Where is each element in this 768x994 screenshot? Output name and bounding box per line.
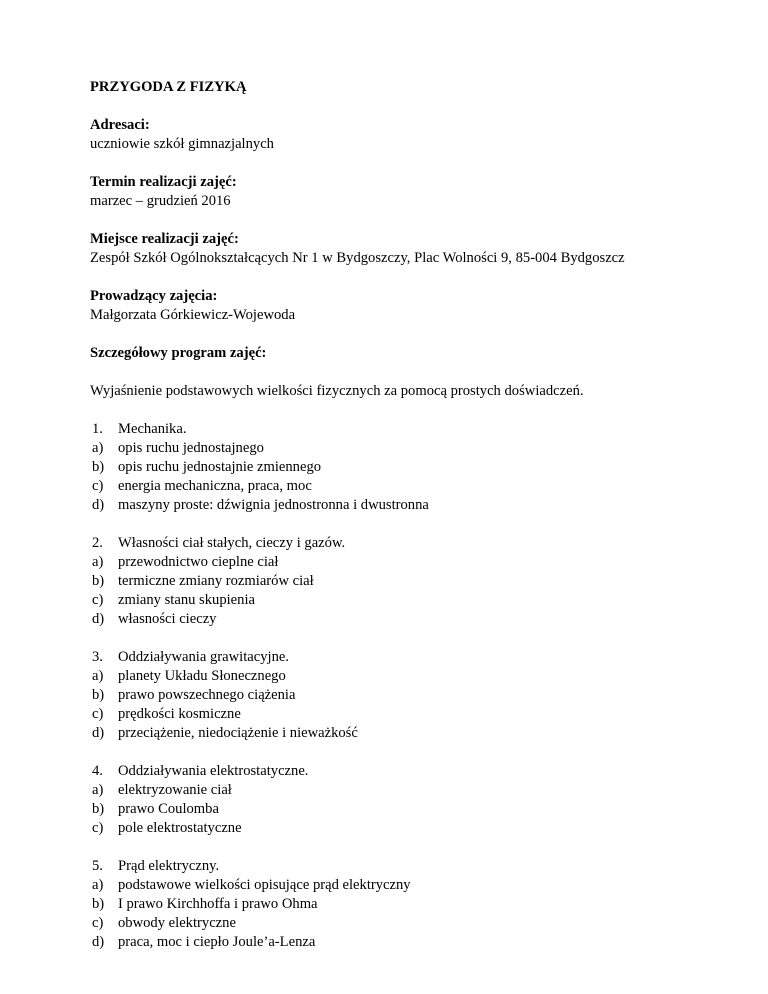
list-item-marker: c)	[92, 820, 104, 836]
section-title: Oddziaływania elektrostatyczne.	[118, 763, 309, 779]
program-section	[92, 857, 730, 952]
section-number: 1.	[92, 421, 103, 437]
list-item	[92, 572, 730, 591]
list-item	[92, 895, 730, 914]
list-item-text: termiczne zmiany rozmiarów ciał	[118, 573, 314, 589]
program-section	[92, 762, 730, 838]
section-title: Mechanika.	[118, 421, 187, 437]
list-item-text: maszyny proste: dźwignia jednostronna i dwustronna	[118, 497, 429, 513]
list-item-marker: c)	[92, 592, 104, 608]
list-item-text: przewodnictwo cieplne ciał	[118, 554, 279, 570]
section-heading	[92, 648, 730, 667]
list-item	[92, 686, 730, 705]
info-block-label: Termin realizacji zajęć:	[90, 174, 237, 190]
info-block	[90, 230, 730, 268]
list-item-marker: d)	[92, 611, 105, 627]
list-item-marker: a)	[92, 782, 104, 798]
program-heading-block	[90, 344, 730, 363]
info-block	[90, 173, 730, 211]
list-item-text: I prawo Kirchhoffa i prawo Ohma	[118, 896, 318, 912]
list-item	[92, 496, 730, 515]
list-item-marker: c)	[92, 706, 104, 722]
list-item-text: obwody elektryczne	[118, 915, 236, 931]
section-heading	[92, 762, 730, 781]
program-section	[92, 420, 730, 515]
section-title: Własności ciał stałych, cieczy i gazów.	[118, 535, 346, 551]
list-item-text: własności cieczy	[118, 611, 217, 627]
section-heading	[92, 420, 730, 439]
list-item	[92, 439, 730, 458]
list-item-text: podstawowe wielkości opisujące prąd elektryczny	[118, 877, 411, 893]
list-item-marker: d)	[92, 934, 105, 950]
info-block	[90, 287, 730, 325]
list-item-marker: a)	[92, 440, 104, 456]
info-block-label: Adresaci:	[90, 117, 150, 133]
list-item-marker: d)	[92, 497, 105, 513]
info-block-value: Małgorzata Górkiewicz-Wojewoda	[90, 307, 296, 323]
list-item-text: planety Układu Słonecznego	[118, 668, 286, 684]
list-item-marker: c)	[92, 478, 104, 494]
list-item-marker: a)	[92, 554, 104, 570]
section-title: Oddziaływania grawitacyjne.	[118, 649, 289, 665]
list-item	[92, 781, 730, 800]
section-number: 3.	[92, 649, 103, 665]
list-item	[92, 591, 730, 610]
list-item-text: opis ruchu jednostajnego	[118, 440, 264, 456]
section-heading	[92, 857, 730, 876]
list-item-marker: d)	[92, 725, 105, 741]
info-block-value: uczniowie szkół gimnazjalnych	[90, 136, 274, 152]
section-title: Prąd elektryczny.	[118, 858, 220, 874]
section-number: 2.	[92, 535, 103, 551]
list-item-marker: b)	[92, 801, 105, 817]
section-heading	[92, 534, 730, 553]
list-item-text: pole elektrostatyczne	[118, 820, 242, 836]
list-item-marker: b)	[92, 896, 105, 912]
info-block-label: Prowadzący zajęcia:	[90, 288, 218, 304]
list-item-text: zmiany stanu skupienia	[118, 592, 255, 608]
section-number: 4.	[92, 763, 103, 779]
list-item-text: opis ruchu jednostajnie zmiennego	[118, 459, 322, 475]
program-section	[92, 648, 730, 743]
list-item-text: przeciążenie, niedociążenie i nieważkość	[118, 725, 358, 741]
info-blocks	[90, 116, 730, 325]
list-item	[92, 800, 730, 819]
section-number: 5.	[92, 858, 103, 874]
list-item	[92, 610, 730, 629]
program-section	[92, 534, 730, 629]
list-item-marker: b)	[92, 687, 105, 703]
list-item-marker: a)	[92, 668, 104, 684]
list-item	[92, 705, 730, 724]
list-item	[92, 819, 730, 838]
list-item-text: prawo powszechnego ciążenia	[118, 687, 296, 703]
list-item	[92, 876, 730, 895]
info-block-value: marzec – grudzień 2016	[90, 193, 231, 209]
list-item	[92, 553, 730, 572]
document-page	[90, 78, 730, 971]
list-item	[92, 933, 730, 952]
program-sections	[90, 420, 730, 952]
list-item-marker: b)	[92, 573, 105, 589]
list-item	[92, 458, 730, 477]
list-item-text: elektryzowanie ciał	[118, 782, 232, 798]
info-block-label: Miejsce realizacji zajęć:	[90, 231, 239, 247]
list-item	[92, 477, 730, 496]
list-item-text: prawo Coulomba	[118, 801, 219, 817]
list-item-text: praca, moc i ciepło Joule’a-Lenza	[118, 934, 316, 950]
list-item-marker: b)	[92, 459, 105, 475]
info-block-value: Zespół Szkół Ogólnokształcących Nr 1 w Bydgoszczy, Plac Wolności 9, 85-004 Bydgoszcz	[90, 250, 625, 266]
list-item	[92, 914, 730, 933]
list-item-text: energia mechaniczna, praca, moc	[118, 478, 312, 494]
program-heading: Szczegółowy program zajęć:	[90, 345, 267, 361]
program-intro: Wyjaśnienie podstawowych wielkości fizycznych za pomocą prostych doświadczeń.	[90, 383, 584, 399]
list-item-text: prędkości kosmiczne	[118, 706, 241, 722]
list-item-marker: a)	[92, 877, 104, 893]
list-item	[92, 667, 730, 686]
list-item-marker: c)	[92, 915, 104, 931]
list-item	[92, 724, 730, 743]
document-title: PRZYGODA Z FIZYKĄ	[90, 79, 247, 95]
info-block	[90, 116, 730, 154]
